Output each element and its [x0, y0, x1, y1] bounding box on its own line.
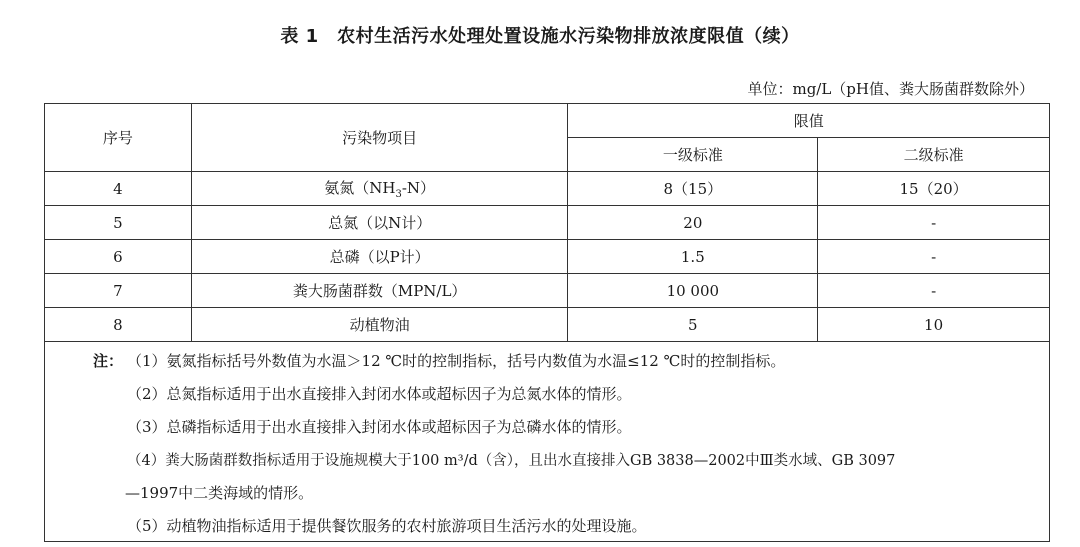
row-grade2: 10	[818, 308, 1050, 342]
row-item-main: 氨氮（NH	[324, 179, 396, 197]
limits-table	[44, 103, 1050, 342]
table-row	[45, 172, 1050, 206]
note-line: （2）总氮指标适用于出水直接排入封闭水体或超标因子为总氮水体的情形。	[127, 385, 632, 403]
row-seq: 6	[45, 240, 192, 274]
notes-box	[44, 340, 1050, 542]
row-grade1: 8（15）	[568, 172, 818, 206]
table-title: 表 1 农村生活污水处理处置设施水污染物排放浓度限值（续）	[280, 26, 800, 47]
table-row	[45, 240, 1050, 274]
row-item: 动植物油	[191, 308, 568, 342]
row-grade1: 10 000	[568, 274, 818, 308]
row-grade1: 20	[568, 206, 818, 240]
row-grade1: 5	[568, 308, 818, 342]
header-grade2: 二级标准	[818, 138, 1050, 172]
row-item-tail: -N）	[401, 179, 436, 197]
note-line: （3）总磷指标适用于出水直接排入封闭水体或超标因子为总磷水体的情形。	[127, 418, 632, 436]
row-grade2: -	[818, 274, 1050, 308]
table-row	[45, 206, 1050, 240]
row-grade1: 1.5	[568, 240, 818, 274]
notes-label: 注：	[93, 352, 124, 370]
row-grade2: -	[818, 206, 1050, 240]
row-item	[191, 172, 568, 206]
row-grade2: -	[818, 240, 1050, 274]
row-seq: 4	[45, 172, 192, 206]
unit-note: 单位：mg/L（pH值、粪大肠菌群数除外）	[747, 80, 1034, 98]
row-grade2: 15（20）	[818, 172, 1050, 206]
table-row	[45, 274, 1050, 308]
header-item: 污染物项目	[191, 104, 568, 172]
note-line: （4）粪大肠菌群数指标适用于设施规模大于100 m³/d（含），且出水直接排入GB 3838—2002中Ⅲ类水域、GB 3097	[127, 453, 896, 469]
header-seq: 序号	[45, 104, 192, 172]
table-header-row	[45, 104, 1050, 138]
header-limit: 限值	[568, 104, 1050, 138]
row-seq: 7	[45, 274, 192, 308]
header-grade1: 一级标准	[568, 138, 818, 172]
row-item-subscript: 3	[395, 189, 402, 200]
row-item: 总氮（以N计）	[191, 206, 568, 240]
row-seq: 5	[45, 206, 192, 240]
table-row	[45, 308, 1050, 342]
note-line: （1）氨氮指标括号外数值为水温＞12 ℃时的控制指标，括号内数值为水温≤12 ℃时的控制指标。	[127, 352, 786, 370]
note-line: （5）动植物油指标适用于提供餐饮服务的农村旅游项目生活污水的处理设施。	[127, 517, 647, 535]
row-item: 粪大肠菌群数（MPN/L）	[191, 274, 568, 308]
row-seq: 8	[45, 308, 192, 342]
row-item: 总磷（以P计）	[191, 240, 568, 274]
note-line: —1997中二类海域的情形。	[125, 484, 314, 502]
